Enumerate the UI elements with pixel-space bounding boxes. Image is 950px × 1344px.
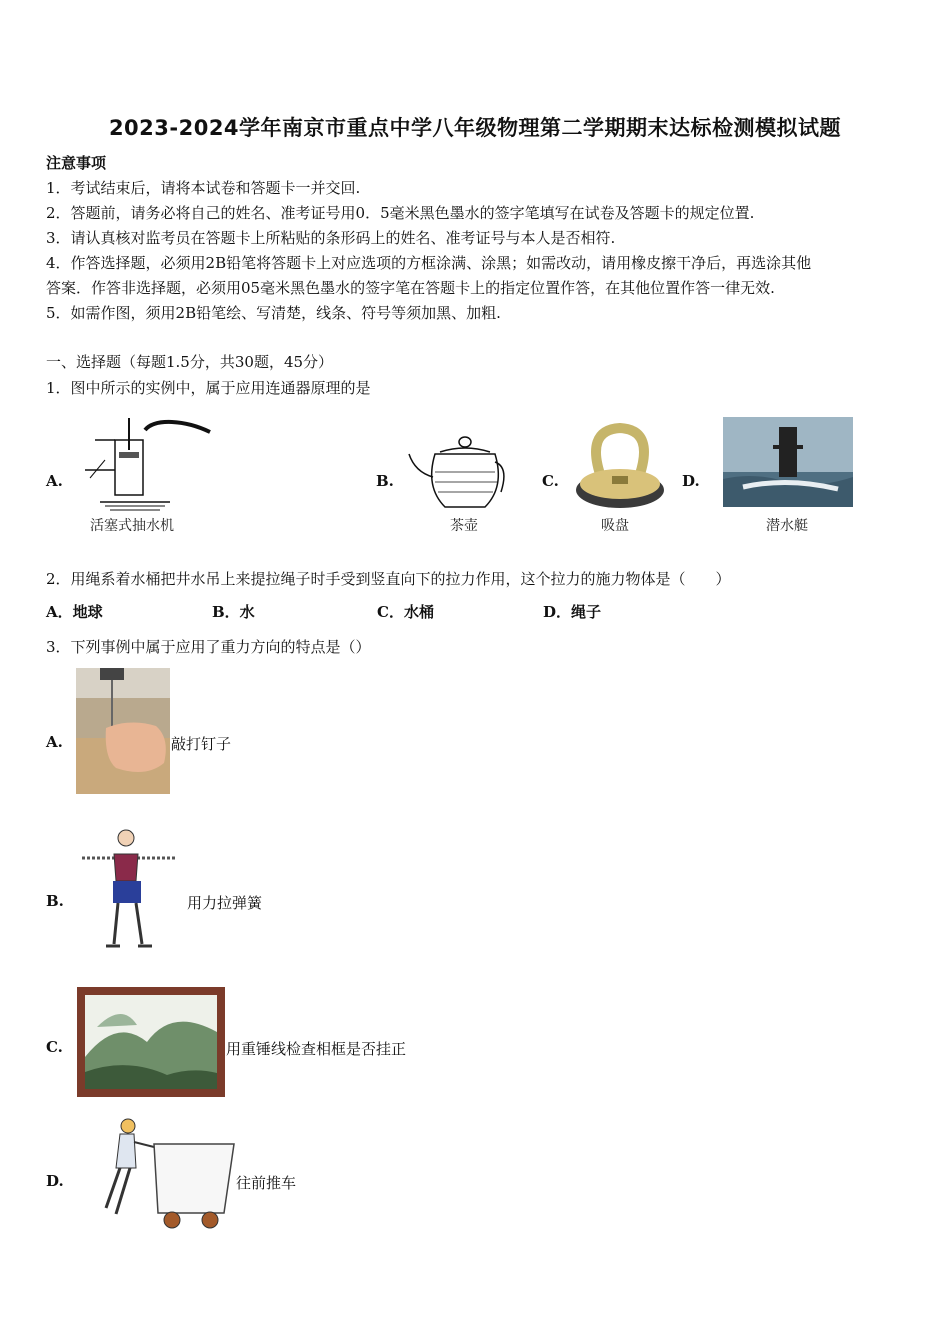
- notice-line: 3．请认真核对监考员在答题卡上所粘贴的条形码上的姓名、准考证号与本人是否相符.: [46, 229, 616, 247]
- q1-option-b-caption: 茶壶: [450, 518, 478, 534]
- q1-option-a-caption: 活塞式抽水机: [90, 518, 174, 534]
- q1-option-c-caption: 吸盘: [601, 518, 629, 534]
- q2-option-a: A．地球: [46, 603, 103, 621]
- spring-exerciser-icon: [76, 826, 186, 958]
- section-heading: 一、选择题（每题1.5分，共30题，45分）: [46, 353, 334, 371]
- picture-frame-icon: [77, 987, 225, 1097]
- question-1-stem: 1．图中所示的实例中，属于应用连通器原理的是: [46, 379, 371, 397]
- page-title: 2023-2024学年南京市重点中学八年级物理第二学期期末达标检测模拟试题: [108, 116, 842, 140]
- q3-option-c-text: 用重锤线检查相框是否挂正: [226, 1040, 407, 1058]
- notice-line: 4．作答选择题，必须用2B铅笔将答题卡上对应选项的方框涂满、涂黑；如需改动，请用橡皮擦干净后，再选涂其他: [46, 254, 812, 272]
- q1-option-d-label: D.: [682, 472, 700, 490]
- notice-line: 1．考试结束后，请将本试卷和答题卡一并交回.: [46, 179, 361, 197]
- q3-option-a-label: A.: [46, 733, 63, 751]
- q3-option-c-label: C.: [46, 1038, 63, 1056]
- q2-option-b: B．水: [212, 603, 255, 621]
- q3-option-d-text: 往前推车: [236, 1174, 297, 1192]
- q1-option-b-label: B.: [376, 472, 394, 490]
- q3-option-b-label: B.: [46, 892, 64, 910]
- q1-option-d-caption: 潜水艇: [766, 518, 808, 534]
- push-cart-icon: [76, 1118, 236, 1232]
- q2-option-d: D．绳子: [543, 603, 602, 621]
- hammer-nail-icon: [76, 668, 170, 794]
- teapot-icon: [405, 432, 510, 517]
- q1-option-c-label: C.: [542, 472, 559, 490]
- notice-line: 2．答题前，请务必将自己的姓名、准考证号用0．5毫米黑色墨水的签字笔填写在试卷及答题卡的规定位置.: [46, 204, 755, 222]
- suction-cup-icon: [574, 420, 666, 515]
- q1-option-a-label: A.: [46, 472, 63, 490]
- question-3-stem: 3．下列事例中属于应用了重力方向的特点是（）: [46, 638, 371, 656]
- question-2-stem: 2．用绳系着水桶把井水吊上来提拉绳子时手受到竖直向下的拉力作用，这个拉力的施力物体是（ ）: [46, 570, 731, 588]
- q3-option-b-text: 用力拉弹簧: [187, 894, 263, 912]
- q2-option-c: C．水桶: [377, 603, 434, 621]
- notice-heading: 注意事项: [46, 154, 107, 172]
- notice-line: 答案．作答非选择题，必须用05毫米黑色墨水的签字笔在答题卡上的指定位置作答，在其他位置作答一律无效.: [46, 279, 775, 297]
- q3-option-a-text: 敲打钉子: [171, 735, 232, 753]
- piston-pump-icon: [75, 410, 220, 515]
- q3-option-d-label: D.: [46, 1172, 64, 1190]
- submarine-icon: [723, 417, 853, 507]
- notice-line: 5．如需作图，须用2B铅笔绘、写清楚，线条、符号等须加黑、加粗.: [46, 304, 501, 322]
